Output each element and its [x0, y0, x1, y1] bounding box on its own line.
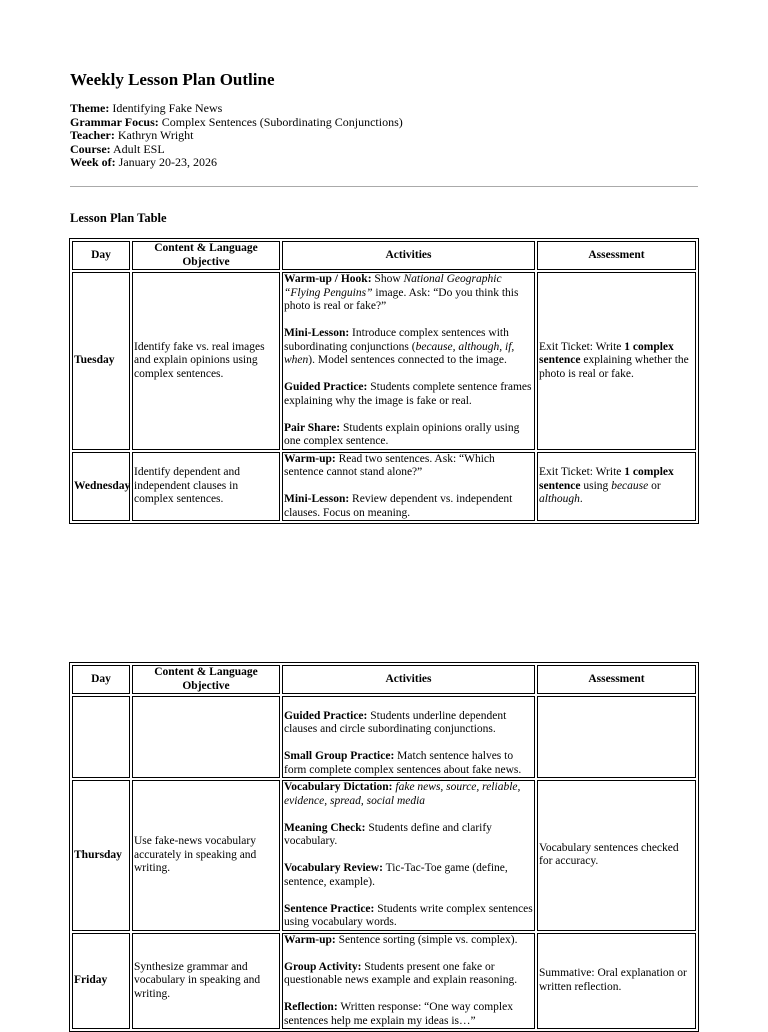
- section-title: Lesson Plan Table: [70, 211, 167, 225]
- table-row-wednesday-continued: [72, 696, 696, 778]
- divider: [70, 186, 698, 187]
- table-row-wednesday: [72, 452, 696, 522]
- activities-cell: Vocabulary Dictation: fake news, source, reliable, evidence, spread, social media Meaning Check: Students define and clarify vocabulary. Vocabulary Review: Tic-Tac-Toe game (define, sentence, example). Sentence Practice: Students write complex sentences using vocabulary words.: [282, 780, 535, 931]
- table-row-friday: [72, 933, 696, 1030]
- activities-cell: Warm-up: Read two sentences. Ask: “Which sentence cannot stand alone?” Mini-Lesson: Review dependent vs. independent clauses. Focus on meaning.: [282, 452, 535, 522]
- day-cell: [72, 696, 130, 778]
- table-header-row: [72, 665, 696, 694]
- day-cell: Wednesday: [72, 452, 130, 522]
- activities-cell: Guided Practice: Students underline dependent clauses and circle subordinating conjunctions. Small Group Practice: Match sentence halves to form complete complex sentences about fake news.: [282, 696, 535, 778]
- meta-theme: Theme: Identifying Fake News: [70, 101, 223, 115]
- assessment-cell: Exit Ticket: Write 1 complex sentence using because or although.: [537, 452, 696, 522]
- lesson-plan-table-continued: [69, 662, 699, 1032]
- header-day: Day: [72, 241, 130, 270]
- header-activities: Activities: [282, 241, 535, 270]
- objective-cell: Identify fake vs. real images and explain opinions using complex sentences.: [132, 272, 280, 450]
- assessment-cell: Vocabulary sentences checked for accuracy.: [537, 780, 696, 931]
- objective-cell: Identify dependent and independent clauses in complex sentences.: [132, 452, 280, 522]
- day-cell: Thursday: [72, 780, 130, 931]
- assessment-cell: Exit Ticket: Write 1 complex sentence explaining whether the photo is real or fake.: [537, 272, 696, 450]
- activities-cell: Warm-up / Hook: Show National Geographic “Flying Penguins” image. Ask: “Do you think this photo is real or fake?” Mini-Lesson: Introduce complex sentences with subordinating conjunctions (because, although, if, when). Model sentences connected to the image. Guided Practice: Students complete sentence frames explaining why the image is fake or real. Pair Share: Students explain opinions orally using one complex sentence.: [282, 272, 535, 450]
- header-assessment: Assessment: [537, 665, 696, 694]
- header-objective: Content & Language Objective: [132, 241, 280, 270]
- objective-cell: Use fake-news vocabulary accurately in speaking and writing.: [132, 780, 280, 931]
- meta-course: Course: Adult ESL: [70, 141, 165, 156]
- page-title: Weekly Lesson Plan Outline: [70, 70, 275, 89]
- day-cell: Tuesday: [72, 272, 130, 450]
- header-assessment: Assessment: [537, 241, 696, 270]
- table-header-row: [72, 241, 696, 270]
- header-objective: Content & Language Objective: [132, 665, 280, 694]
- day-cell: Friday: [72, 933, 130, 1030]
- header-day: Day: [72, 665, 130, 694]
- meta-teacher: Teacher: Kathryn Wright: [70, 128, 194, 142]
- objective-cell: Synthesize grammar and vocabulary in speaking and writing.: [132, 933, 280, 1030]
- meta-week: Week of: January 20-23, 2026: [70, 155, 217, 169]
- assessment-cell: [537, 696, 696, 778]
- meta-grammar: Grammar Focus: Complex Sentences (Subordinating Conjunctions): [70, 114, 403, 129]
- lesson-plan-table: [69, 238, 699, 524]
- table-row-thursday: [72, 780, 696, 931]
- header-activities: Activities: [282, 665, 535, 694]
- lesson-meta: [70, 102, 403, 170]
- table-row-tuesday: [72, 272, 696, 450]
- activities-cell: Warm-up: Sentence sorting (simple vs. complex). Group Activity: Students present one fake or questionable news example and explain reasoning. Reflection: Written response: “One way complex sentences help me explain my ideas is…”: [282, 933, 535, 1030]
- assessment-cell: Summative: Oral explanation or written reflection.: [537, 933, 696, 1030]
- objective-cell: [132, 696, 280, 778]
